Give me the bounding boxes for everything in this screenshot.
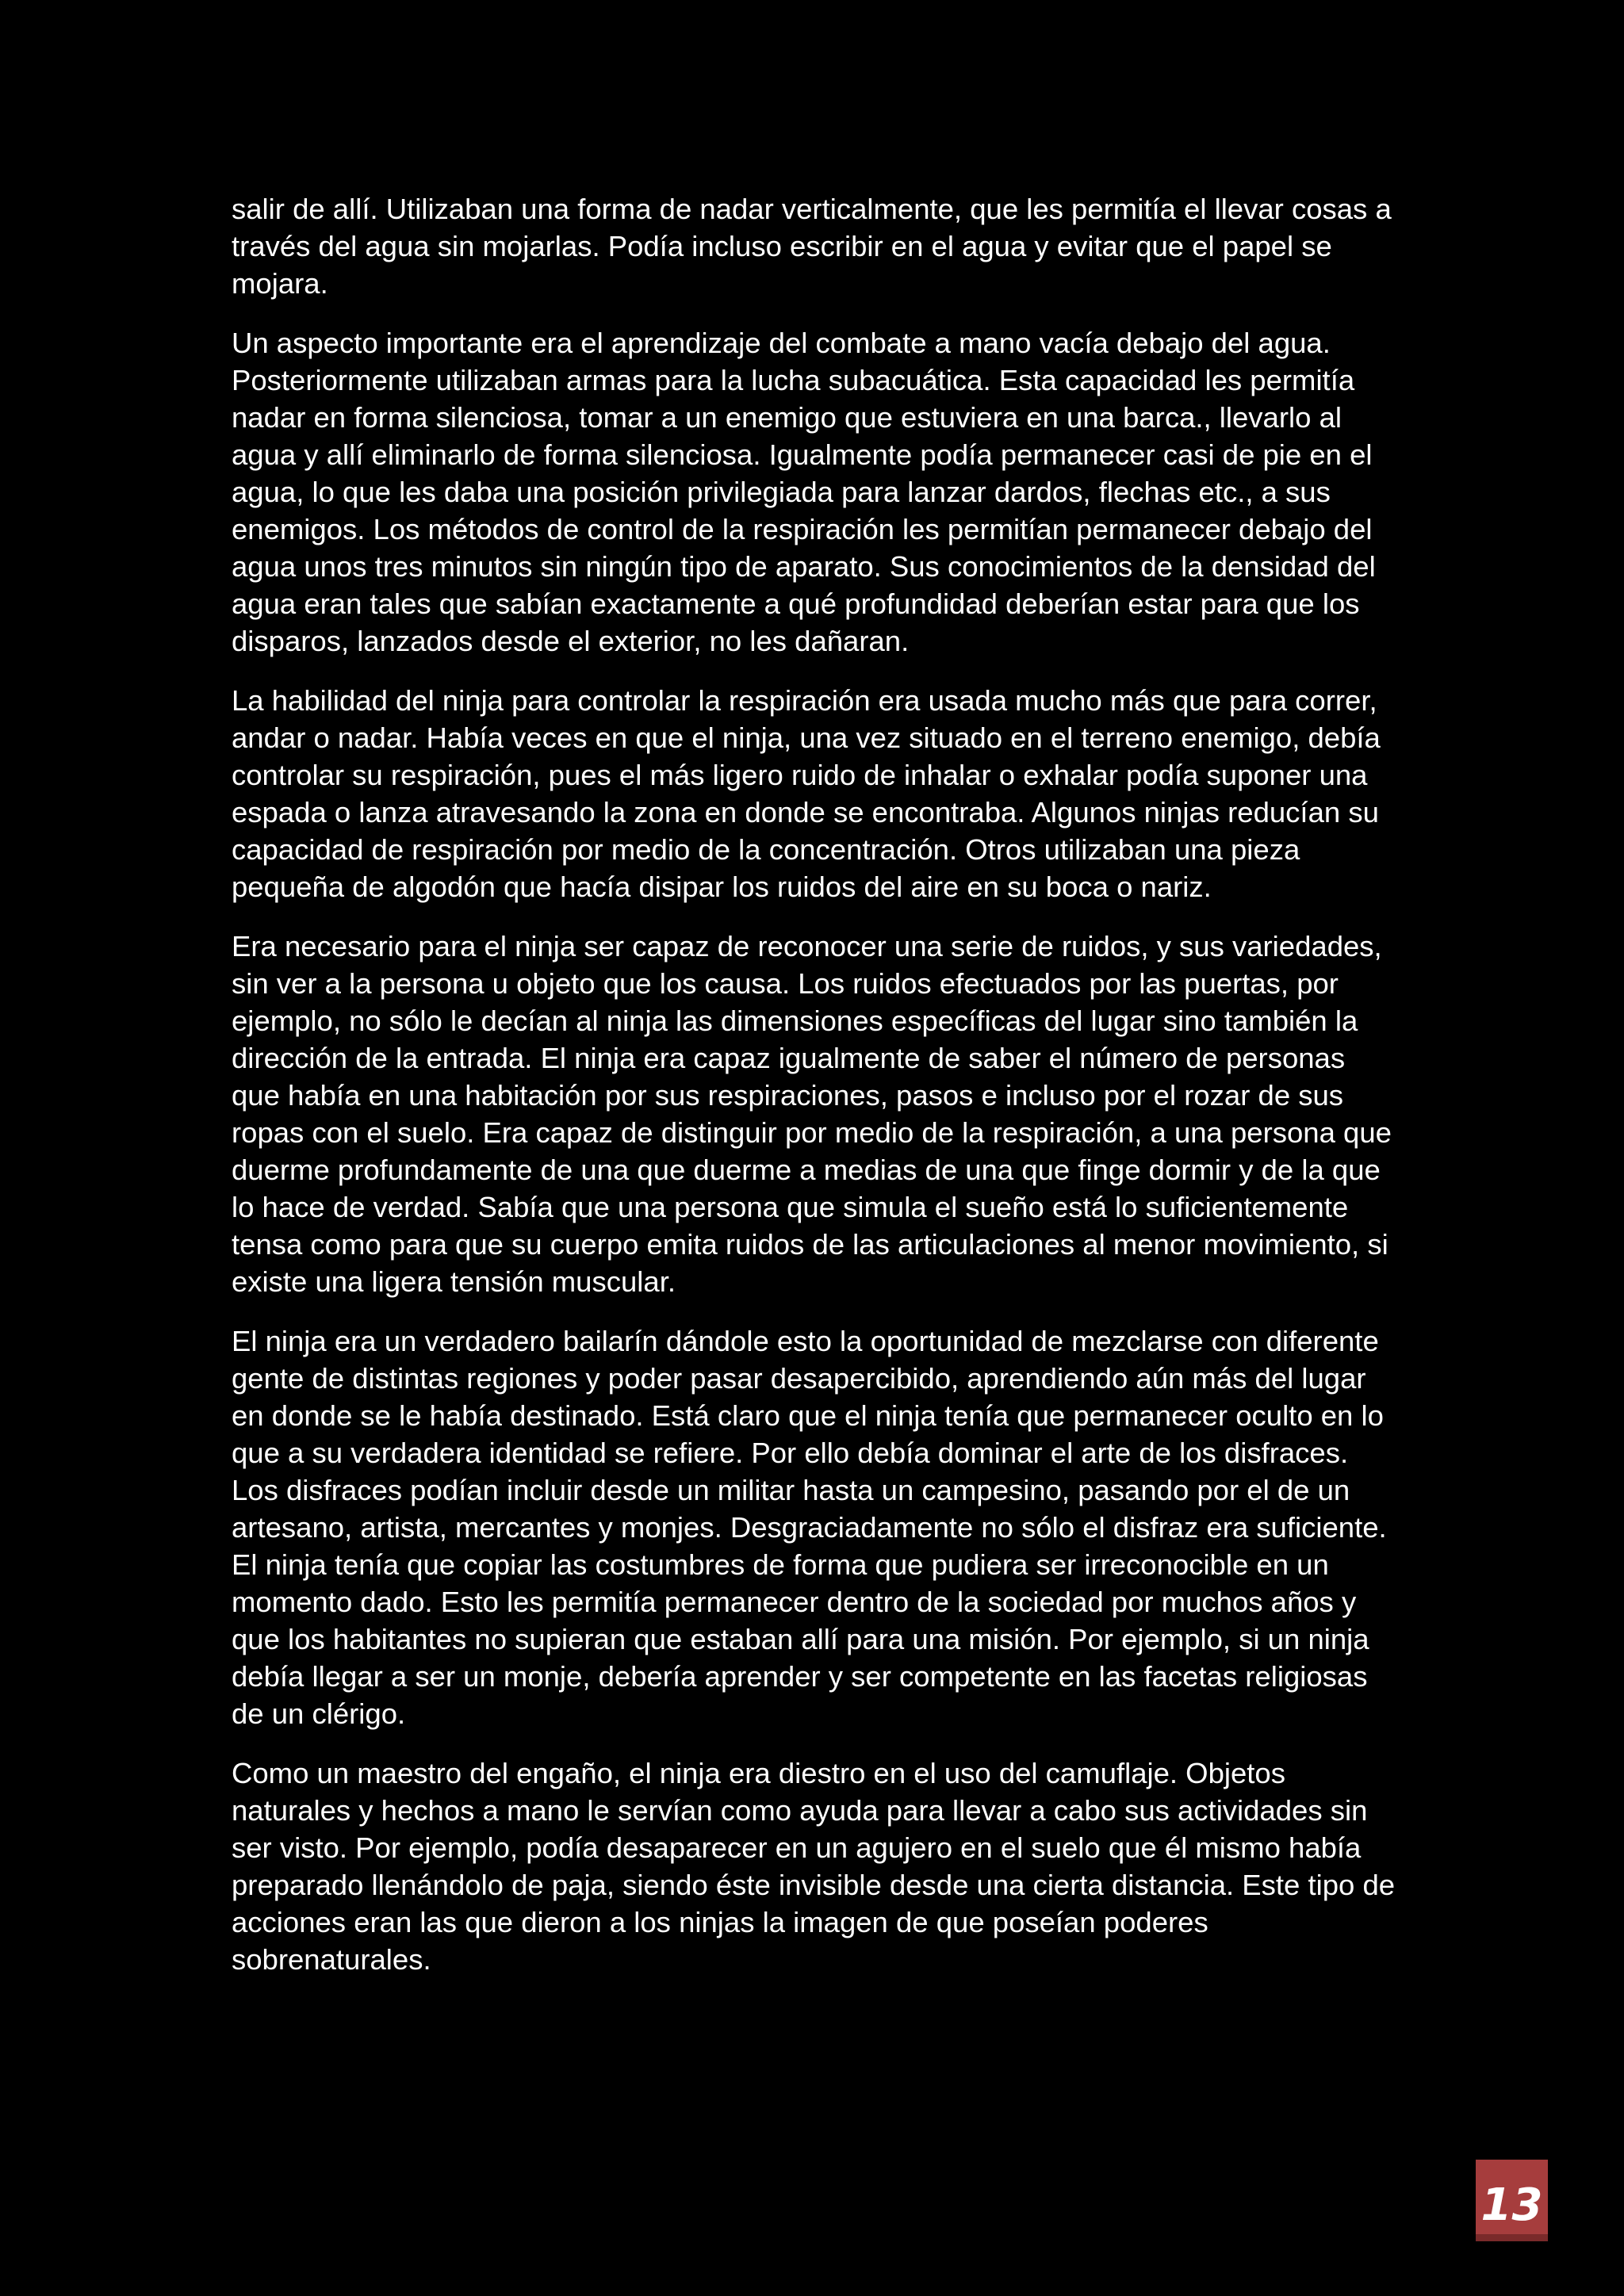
paragraph-5: El ninja era un verdadero bailarín dándole esto la oportunidad de mezclarse con diferente gente de distintas regiones y poder pasar desapercibido, aprendiendo aún más del lugar en donde se le había destinado. Está claro que el ninja tenía que permanecer oculto en lo que a su verdadera identidad se refiere. Por ello debía dominar el arte de los disfraces. Los disfraces podían incluir desde un militar hasta un campesino, pasando por el de un artesano, artista, mercantes y monjes. Desgraciadamente no sólo el disfraz era suficiente. El ninja tenía que copiar las costumbres de forma que pudiera ser irreconocible en un momento dado. Esto les permitía permanecer dentro de la sociedad por muchos años y que los habitantes no supieran que estaban allí para una misión. Por ejemplo, si un ninja debía llegar a ser un monje, debería aprender y ser competente en las facetas religiosas de un clérigo. [232, 1325, 1387, 1730]
paragraph-2: Un aspecto importante era el aprendizaje del combate a mano vacía debajo del agua. Posteriormente utilizaban armas para la lucha subacuática. Esta capacidad les permitía nadar en forma silenciosa, tomar a un enemigo que estuviera en una barca., llevarlo al agua y allí eliminarlo de forma silenciosa. Igualmente podía permanecer casi de pie en el agua, lo que les daba una posición privilegiada para lanzar dardos, flechas etc., a sus enemigos. Los métodos de control de la respiración les permitían permanecer debajo del agua unos tres minutos sin ningún tipo de aparato. Sus conocimientos de la densidad del agua eran tales que sabían exactamente a qué profundidad deberían estar para que los disparos, lanzados desde el exterior, no les dañaran. [232, 327, 1376, 657]
page-number: 13 [1480, 2179, 1543, 2231]
paragraph-3: La habilidad del ninja para controlar la respiración era usada mucho más que para correr, andar o nadar. Había veces en que el ninja, una vez situado en el terreno enemigo, debía controlar su respiración, pues el más ligero ruido de inhalar o exhalar podía suponer una espada o lanza atravesando la zona en donde se encontraba. Algunos ninjas reducían su capacidad de respiración por medio de la concentración. Otros utilizaban una pieza pequeña de algodón que hacía disipar los ruidos del aire en su boca o nariz. [232, 684, 1381, 903]
paragraph-1: salir de allí. Utilizaban una forma de nadar verticalmente, que les permitía el llevar cosas a través del agua sin mojarlas. Podía incluso escribir en el agua y evitar que el papel se mojara. [232, 193, 1392, 300]
page-number-underline [1476, 2234, 1548, 2241]
page-number-badge [1476, 2160, 1548, 2241]
body-text [232, 190, 1397, 2000]
paragraph-4: Era necesario para el ninja ser capaz de reconocer una serie de ruidos, y sus variedades, sin ver a la persona u objeto que los causa. Los ruidos efectuados por las puertas, por ejemplo, no sólo le decían al ninja las dimensiones específicas del lugar sino también la dirección de la entrada. El ninja era capaz igualmente de saber el número de personas que había en una habitación por sus respiraciones, pasos e incluso por el rozar de sus ropas con el suelo. Era capaz de distinguir por medio de la respiración, a una persona que duerme profundamente de una que duerme a medias de una que finge dormir y de la que lo hace de verdad. Sabía que una persona que simula el sueño está lo suficientemente tensa como para que su cuerpo emita ruidos de las articulaciones al menor movimiento, si existe una ligera tensión muscular. [232, 930, 1392, 1298]
paragraph-6: Como un maestro del engaño, el ninja era diestro en el uso del camuflaje. Objetos naturales y hechos a mano le servían como ayuda para llevar a cabo sus actividades sin ser visto. Por ejemplo, podía desaparecer en un agujero en el suelo que él mismo había preparado llenándolo de paja, siendo éste invisible desde una cierta distancia. Este tipo de acciones eran las que dieron a los ninjas la imagen de que poseían poderes sobrenaturales. [232, 1757, 1396, 1976]
